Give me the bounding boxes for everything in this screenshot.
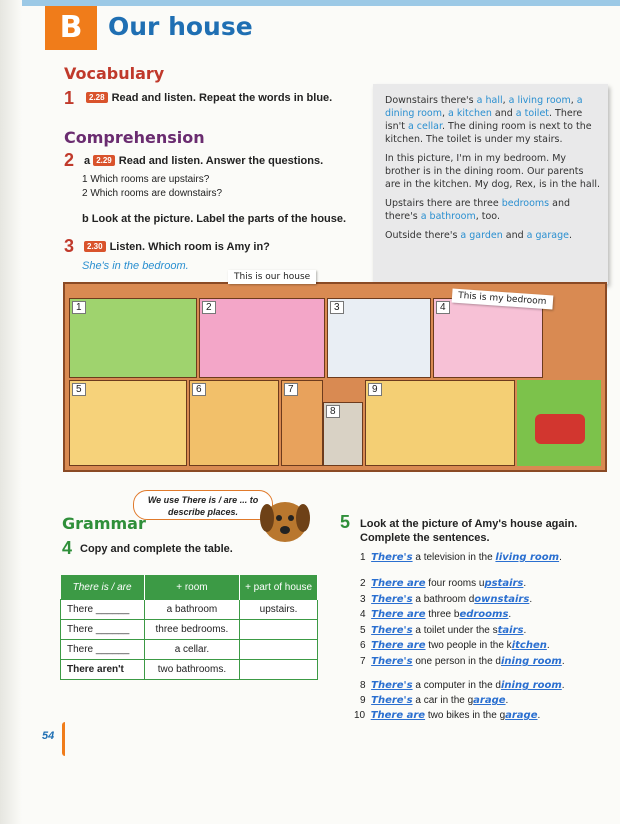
table-cell — [240, 640, 318, 660]
room-2: 2 — [199, 298, 325, 378]
table-cell — [240, 660, 318, 680]
grammar-heading: Grammar — [62, 514, 146, 533]
exercise-2b-letter: b — [82, 213, 89, 225]
exercise-2a-line — [84, 155, 323, 167]
exercise-2a-letter: a — [84, 155, 91, 167]
table-cell: There ______ — [61, 640, 145, 660]
page-spine-shadow — [0, 0, 22, 824]
room-1: 1 — [69, 298, 197, 378]
audio-track-badge[interactable]: 2.29 — [93, 155, 115, 166]
table-cell: There aren't — [61, 660, 145, 680]
room-6: 6 — [189, 380, 279, 466]
label-card-house: This is our house — [228, 270, 316, 284]
table-cell: a cellar. — [144, 640, 239, 660]
car-shape — [535, 414, 585, 444]
exercise-2b-line — [82, 213, 346, 225]
table-cell: two bathrooms. — [144, 660, 239, 680]
table-row — [61, 600, 318, 620]
sentence-item: 5 There's a toilet under the stairs. — [360, 625, 527, 636]
label-card-bedroom: This is my bedroom — [452, 289, 553, 310]
page-title: Our house — [108, 12, 253, 41]
table-header: + room — [144, 575, 239, 600]
section-badge: B — [45, 6, 97, 50]
reading-paragraph-3: Upstairs there are three bedrooms and there's a bathroom, too. — [385, 198, 571, 222]
room-5: 5 — [69, 380, 187, 466]
table-cell: There ______ — [61, 620, 145, 640]
table-row — [61, 660, 318, 680]
sentence-item: 6 There are two people in the kitchen. — [360, 640, 550, 651]
comprehension-heading: Comprehension — [64, 128, 205, 147]
exercise-number-2: 2 — [64, 150, 75, 170]
room-4: 4 — [433, 298, 543, 378]
table-cell: There ______ — [61, 600, 145, 620]
exercise-5-instruction-2: Complete the sentences. — [360, 532, 490, 544]
exercise-3-line — [84, 241, 270, 253]
table-row — [61, 640, 318, 660]
room-7: 7 — [281, 380, 323, 466]
exercise-1-instruction: Read and listen. Repeat the words in blue. — [111, 92, 333, 104]
sentence-item: 7 There's one person in the dining room. — [360, 656, 565, 667]
exercise-5-instruction-1: Look at the picture of Amy's house again. — [360, 518, 578, 530]
room-8: 8 — [323, 402, 363, 466]
exercise-number-5: 5 — [340, 512, 351, 532]
sentence-item: 2 There are four rooms upstairs. — [360, 578, 527, 589]
room-9: 9 — [365, 380, 515, 466]
sentence-item: 3 There's a bathroom downstairs. — [360, 594, 533, 605]
sentence-item: 4 There are three bedrooms. — [360, 609, 512, 620]
exercise-number-1: 1 — [64, 88, 75, 108]
exercise-number-3: 3 — [64, 236, 75, 256]
question-1: 1 Which rooms are upstairs? — [82, 174, 210, 185]
exercise-2b-instruction: Look at the picture. Label the parts of the house. — [91, 213, 347, 225]
table-cell: three bedrooms. — [144, 620, 239, 640]
reading-paragraph-2: In this picture, I'm in my bedroom. My brother is in the dining room. Our parents are in the kitchen. My dog, Rex, is in the hall. — [385, 153, 600, 190]
house-illustration — [63, 282, 607, 472]
sentence-item: 10 There are two bikes in the garage. — [354, 710, 541, 721]
grammar-table — [60, 575, 318, 680]
page-number-bracket — [62, 722, 71, 756]
page-number: 54 — [42, 730, 55, 742]
exercise-1-line — [86, 92, 332, 104]
sentence-item: 8 There's a computer in the dining room. — [360, 680, 565, 691]
table-cell: upstairs. — [240, 600, 318, 620]
sentence-item: 9 There's a car in the garage. — [360, 695, 509, 706]
reading-paragraph-4: Outside there's a garden and a garage. — [385, 230, 572, 241]
exercise-2a-instruction: Read and listen. Answer the questions. — [118, 155, 324, 167]
exercise-3-answer: She's in the bedroom. — [82, 260, 189, 272]
audio-track-badge[interactable]: 2.28 — [86, 92, 108, 103]
question-2: 2 Which rooms are downstairs? — [82, 188, 223, 199]
reading-text-card — [373, 84, 608, 284]
table-cell: a bathroom — [144, 600, 239, 620]
reading-paragraph-1: Downstairs there's a hall, a living room, a dining room, a kitchen and a toilet. There isn't a cellar. The dining room is next to the kitchen. The toilet is under my stairs. — [385, 95, 592, 145]
exercise-4-instruction: Copy and complete the table. — [80, 543, 233, 555]
audio-track-badge[interactable]: 2.30 — [84, 241, 106, 252]
table-cell — [240, 620, 318, 640]
table-header: + part of house — [240, 575, 318, 600]
room-3: 3 — [327, 298, 431, 378]
table-header: There is / are — [61, 575, 145, 600]
vocabulary-heading: Vocabulary — [64, 64, 165, 83]
grammar-speech-bubble: We use There is / are ... to describe places. — [133, 490, 273, 520]
dog-mascot-icon — [250, 488, 320, 558]
exercise-number-4: 4 — [62, 538, 73, 558]
table-header-row — [61, 575, 318, 600]
table-row — [61, 620, 318, 640]
exercise-3-instruction: Listen. Which room is Amy in? — [109, 241, 270, 253]
sentence-item: 1 There's a television in the living room. — [360, 552, 562, 563]
